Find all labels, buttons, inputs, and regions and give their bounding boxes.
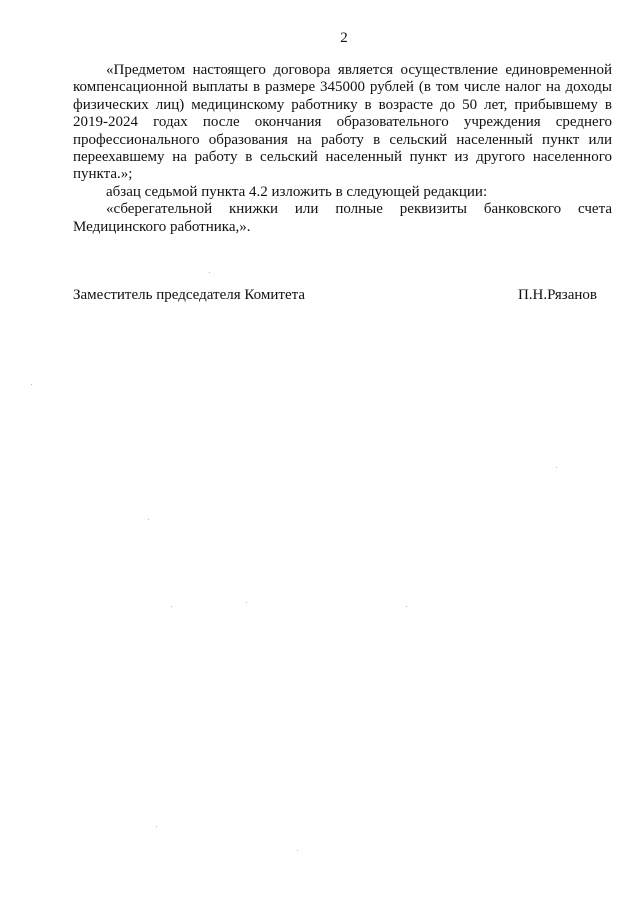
scan-speck — [246, 602, 247, 603]
page-number: 2 — [340, 30, 348, 46]
scan-speck — [209, 272, 210, 273]
scan-speck — [171, 606, 172, 607]
scan-speck — [156, 826, 157, 827]
paragraph-amendment-instruction: абзац седьмой пункта 4.2 изложить в следующей редакции: — [106, 183, 488, 200]
scan-speck — [406, 606, 407, 607]
signature-block — [73, 286, 597, 304]
scan-speck — [297, 850, 298, 851]
signatory-name: П.Н.Рязанов — [517, 287, 597, 303]
paragraph-amended-text: «сберегательной книжки или полные реквизиты банковского счета Медицинского работника,». — [73, 201, 612, 235]
signatory-position: Заместитель председателя Комитета — [73, 287, 305, 303]
scan-speck — [556, 467, 557, 468]
scan-speck — [148, 519, 149, 520]
paragraph-subject-of-contract: «Предметом настоящего договора является осуществление единовременной компенсационной выплаты в размере 345000 рублей (в том числе налог на доходы физических лиц) медицинскому работнику в возрасте до 50 лет, прибывшему в 2019-2024 годах после окончания образовательного учреждения среднего профессионального образования на работу в сельский населенный пункт или переехавшему на работу в сельский населенный пункт из другого населенного пункта.»; — [73, 62, 612, 183]
document-body — [73, 62, 612, 236]
scan-speck — [31, 384, 32, 385]
